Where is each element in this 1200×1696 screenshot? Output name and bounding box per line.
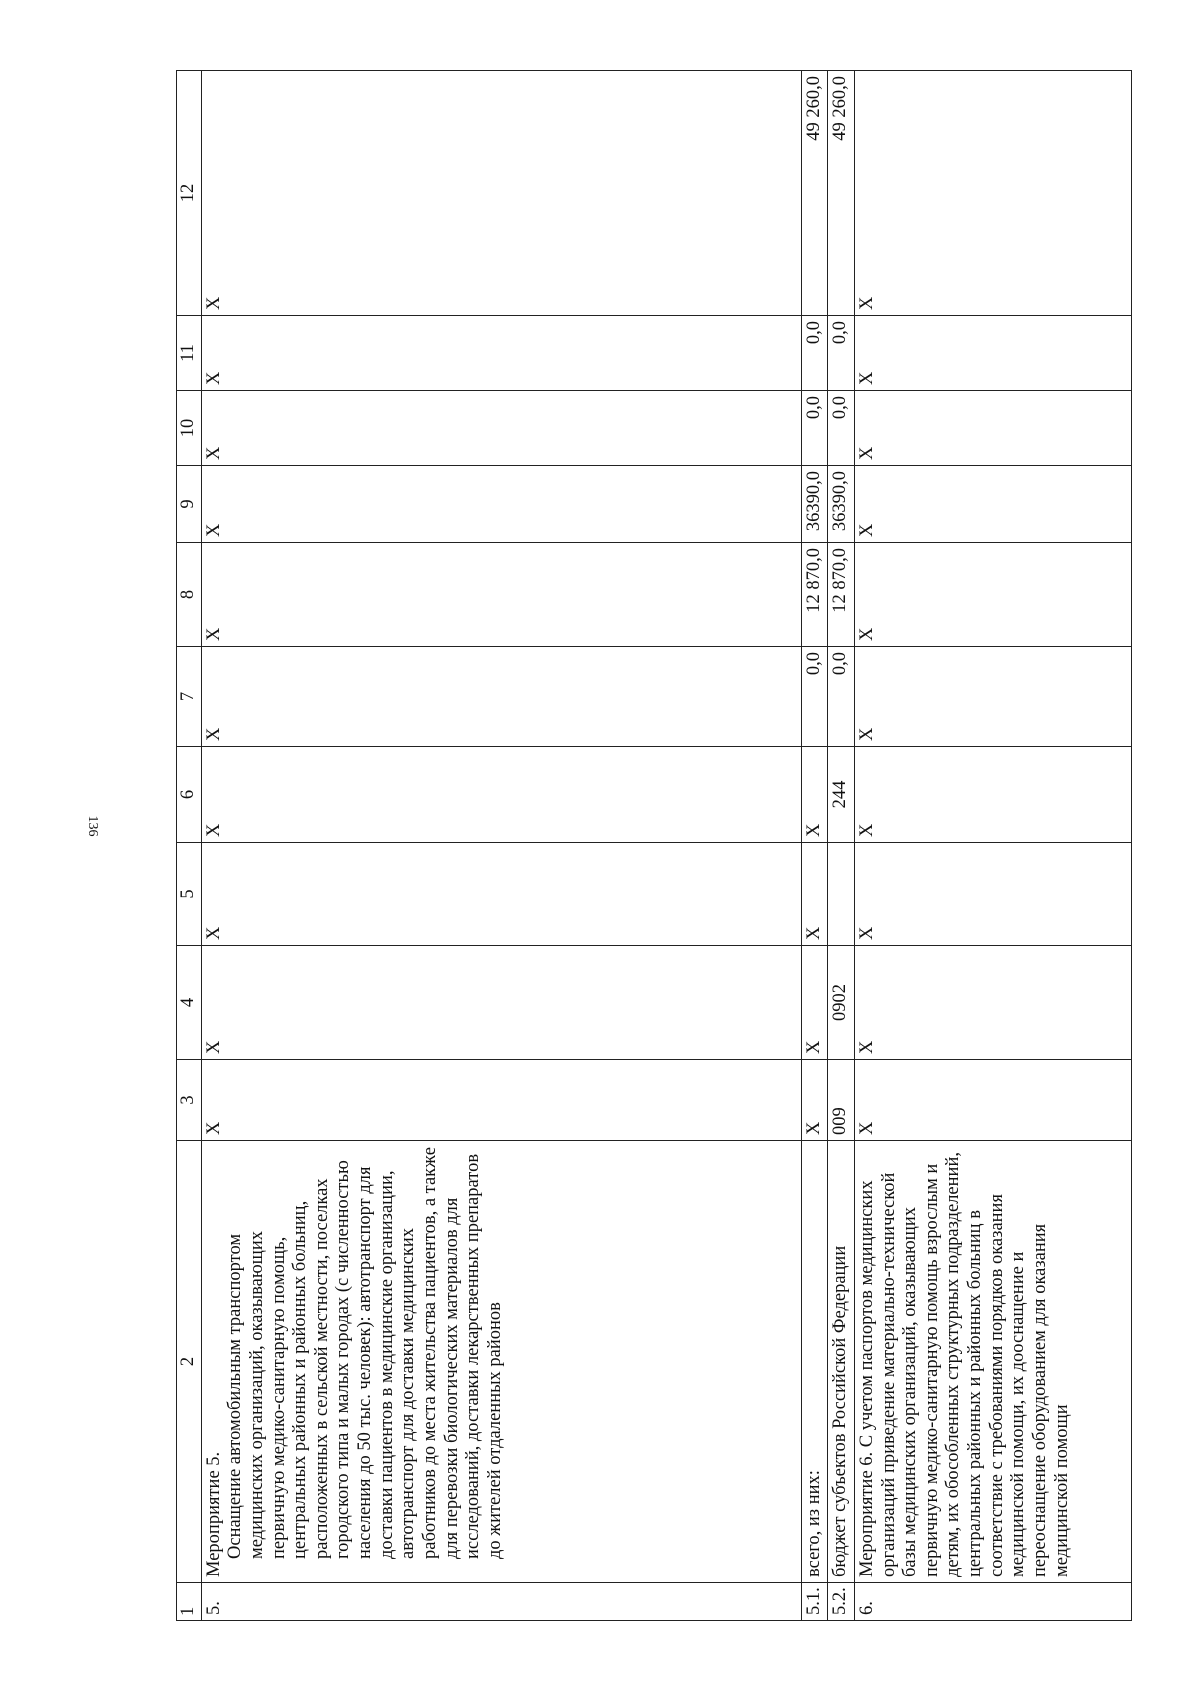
table-row [828,71,855,1621]
cell: 244 [828,747,855,843]
row-description [201,1141,801,1583]
cell: X [201,647,801,747]
cell: X [854,391,1131,466]
data-table [176,70,1132,1621]
col-header: 4 [177,946,202,1060]
rotated-table-container [176,71,1132,1621]
row-description: всего, из них: [801,1141,828,1583]
cell: X [201,71,801,316]
cell: 0,0 [801,391,828,466]
cell: X [201,543,801,647]
col-header: 6 [177,747,202,843]
row-number: 5. [201,1583,801,1621]
cell: X [854,316,1131,391]
cell: X [854,747,1131,843]
cell [828,843,855,946]
cell: X [201,747,801,843]
cell: X [854,843,1131,946]
cell: 0,0 [801,647,828,747]
cell: 12 870,0 [801,543,828,647]
cell: X [201,466,801,543]
table-row [854,71,1131,1621]
cell: X [201,316,801,391]
cell: 0,0 [801,316,828,391]
cell: 0,0 [828,316,855,391]
cell: X [801,946,828,1060]
cell: X [201,843,801,946]
cell: X [801,747,828,843]
cell: X [854,946,1131,1060]
row-description: Мероприятие 6. С учетом паспортов медицинских организаций приведение материально-технической базы медицинских организаций, оказывающих первичную медико-санитарную помощь взрослым и детям, их обособленных структурных подразделений, центральных районных и районных больниц в соответствие с требованиями порядков оказания медицинской помощи, их дооснащение и переоснащение оборудованием для оказания медицинской помощи [854,1141,1131,1583]
cell: X [854,1060,1131,1141]
row-description: бюджет субъектов Российской Федерации [828,1141,855,1583]
cell: 12 870,0 [828,543,855,647]
row-title: Мероприятие 5. [203,1451,224,1577]
col-header: 8 [177,543,202,647]
col-header: 10 [177,391,202,466]
row-number: 6. [854,1583,1131,1621]
cell: 009 [828,1060,855,1141]
row-desc-text: Оснащение автомобильным транспортом медицинских организаций, оказывающих первичную медико-санитарную помощь, центральных районных и районных больниц, расположенных в сельской местности, поселках городского типа и малых городах (с численностью населения до 50 тыс. человек): автотранспорт для доставки пациентов в медицинские организации, автотранспорт для доставки медицинских работников до места жительства пациентов, а также для перевозки биологических материалов для исследований, доставки лекарственных препаратов до жителей отдаленных районов [225,1147,505,1559]
cell: X [854,543,1131,647]
cell: X [854,647,1131,747]
cell: 0,0 [828,647,855,747]
cell: 49 260,0 [828,71,855,316]
cell: X [801,1060,828,1141]
col-header: 5 [177,843,202,946]
cell: 49 260,0 [801,71,828,316]
col-header: 11 [177,316,202,391]
cell: X [854,466,1131,543]
col-header: 1 [177,1583,202,1621]
cell: X [201,391,801,466]
col-header: 9 [177,466,202,543]
page-number: 136 [85,815,100,837]
header-row [177,71,202,1621]
cell: X [854,71,1131,316]
col-header: 12 [177,71,202,316]
cell: 36390,0 [801,466,828,543]
table-row [801,71,828,1621]
cell: X [201,1060,801,1141]
cell: X [201,946,801,1060]
col-header: 3 [177,1060,202,1141]
cell: 36390,0 [828,466,855,543]
row-number: 5.2. [828,1583,855,1621]
cell: 0,0 [828,391,855,466]
col-header: 2 [177,1141,202,1583]
cell: 0902 [828,946,855,1060]
row-number: 5.1. [801,1583,828,1621]
table-row [201,71,801,1621]
col-header: 7 [177,647,202,747]
cell: X [801,843,828,946]
